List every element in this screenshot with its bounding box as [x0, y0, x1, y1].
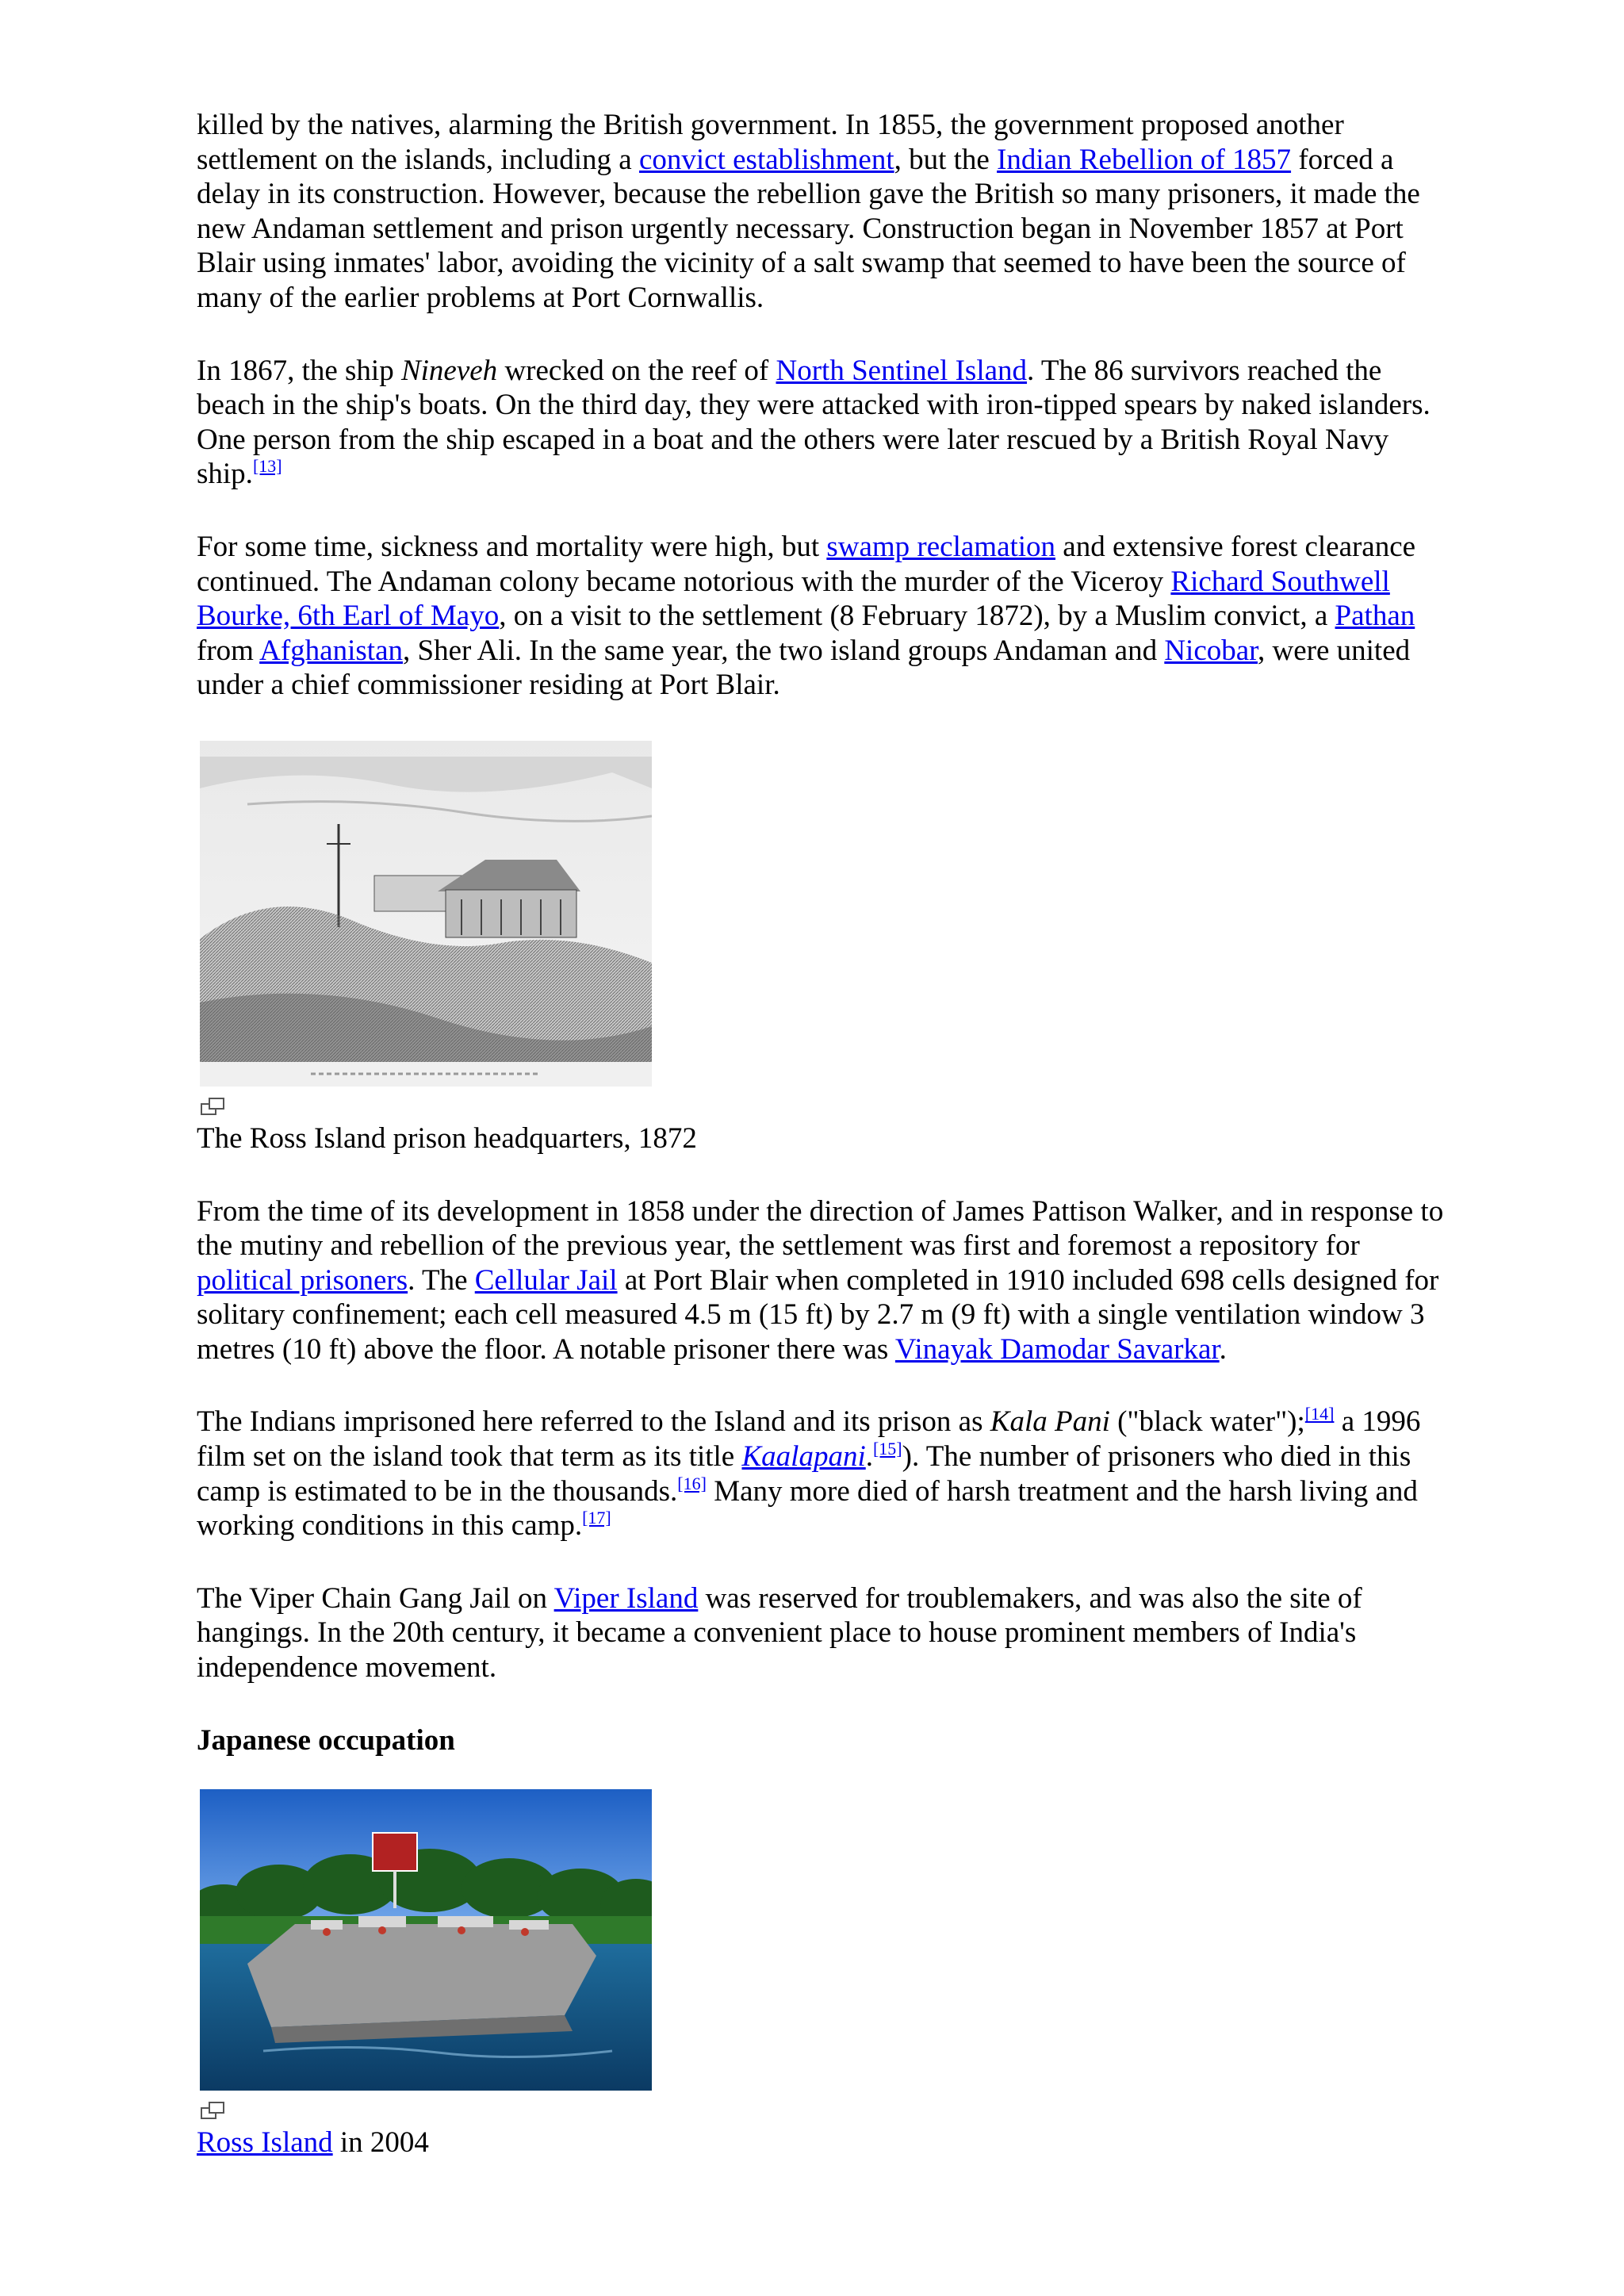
link-pathan[interactable]: Pathan [1335, 600, 1415, 633]
text: forced a delay in its construction. However, because the rebellion gave the British so many prisoners, it made the new Andaman settlement and prison urgently necessary. Construction began in November 1857 at Port Blair using inmates' labor, avoiding the vicinity of a salt swamp that seemed to have been the source of many of the earlier problems at Port Cornwallis. [197, 143, 1420, 314]
paragraph-nineveh [197, 354, 1450, 492]
enlarge-icon[interactable] [200, 2100, 227, 2121]
link-kaalapani[interactable]: Kaalapani [741, 1440, 866, 1474]
paragraph-colony [197, 530, 1450, 703]
link-ross-island[interactable]: Ross Island [197, 2126, 333, 2160]
text: , Sher Ali. In the same year, the two island groups Andaman and [403, 634, 1165, 667]
text: , but the [894, 143, 998, 176]
paragraph-settlement [197, 108, 1450, 316]
reference-17[interactable]: [17] [582, 1508, 611, 1528]
paragraph-cellular-jail [197, 1194, 1450, 1367]
text: The Indians imprisoned here referred to the Island and its prison as [197, 1405, 990, 1439]
reference-15[interactable]: [15] [872, 1439, 902, 1459]
text: . The [408, 1263, 475, 1297]
figure-ross-island-1872 [197, 741, 1450, 1156]
reference-16[interactable]: [16] [677, 1473, 707, 1493]
text: killed by the natives, alarming the British government. In 1855, the government proposed another settlement on the islands, including a [197, 109, 1344, 176]
link-convict-establishment[interactable]: convict establishment [638, 143, 894, 176]
ship-name: Nineveh [400, 354, 498, 387]
figure-caption [197, 2125, 1450, 2160]
text: , were united under a chief commissioner residing at Port Blair. [197, 634, 1411, 702]
enlarge-icon[interactable] [200, 1096, 227, 1117]
text: . [1219, 1332, 1227, 1366]
link-viper-island[interactable]: Viper Island [553, 1581, 699, 1615]
text: from [197, 634, 260, 667]
caption-text: in 2004 [332, 2126, 429, 2160]
section-heading-japanese-occupation: Japanese occupation [197, 1723, 455, 1757]
link-indian-rebellion-1857[interactable]: Indian Rebellion of 1857 [997, 143, 1292, 176]
link-vinayak-damodar-savarkar[interactable]: Vinayak Damodar Savarkar [894, 1332, 1220, 1366]
link-afghanistan[interactable]: Afghanistan [259, 634, 403, 667]
text: In 1867, the ship [197, 354, 401, 387]
paragraph-viper-island [197, 1581, 1450, 1685]
text: . [865, 1440, 873, 1474]
ross-island-photo-image[interactable] [200, 1789, 652, 2091]
text: ("black water"); [1109, 1405, 1305, 1439]
figure-caption: The Ross Island prison headquarters, 1872 [197, 1121, 697, 1155]
link-earl-of-mayo[interactable]: Richard Southwell Bourke, 6th Earl of Mayo [197, 565, 1390, 633]
reference-13[interactable]: [13] [252, 456, 282, 477]
text: ). The number of prisoners who died in this camp is estimated to be in the thousands. [197, 1440, 1411, 1508]
paragraph-kala-pani [197, 1405, 1450, 1543]
ross-island-engraving-image[interactable] [200, 741, 652, 1087]
text: Many more died of harsh treatment and the harsh living and working conditions in this camp. [197, 1474, 1418, 1543]
reference-14[interactable]: [14] [1304, 1404, 1335, 1424]
link-swamp-reclamation[interactable]: swamp reclamation [826, 530, 1056, 563]
link-north-sentinel-island[interactable]: North Sentinel Island [776, 354, 1028, 387]
link-political-prisoners[interactable]: political prisoners [197, 1263, 408, 1297]
text: at Port Blair when completed in 1910 included 698 cells designed for solitary confinement; each cell measured 4.5 m (15 ft) by 2.7 m (9 ft) with a single ventilation window 3 metres (10 ft) above the floor. A notable prisoner there was [197, 1263, 1439, 1366]
text: a 1996 film set on the island took that term as its title [197, 1405, 1421, 1474]
text: From the time of its development in 1858 under the direction of James Pattison Walker, and in response to the mutiny and rebellion of the previous year, the settlement was first and foremost a repository for [197, 1194, 1444, 1263]
text: For some time, sickness and mortality were high, but [197, 530, 827, 563]
link-cellular-jail[interactable]: Cellular Jail [474, 1263, 618, 1297]
text: and extensive forest clearance continued. The Andaman colony became notorious with the murder of the Viceroy [197, 530, 1416, 598]
link-nicobar[interactable]: Nicobar [1164, 634, 1258, 667]
text: , on a visit to the settlement (8 February 1872), by a Muslim convict, a [499, 600, 1335, 633]
text: was reserved for troublemakers, and was also the site of hangings. In the 20th century, it became a convenient place to house prominent members of India's independence movement. [197, 1581, 1362, 1685]
text: wrecked on the reef of [497, 354, 776, 387]
kala-pani-term: Kala Pani [990, 1405, 1110, 1439]
article-content [197, 108, 1450, 2198]
text: The Viper Chain Gang Jail on [197, 1581, 554, 1615]
figure-ross-island-2004 [197, 1789, 1450, 2160]
text: . The 86 survivors reached the beach in the ship's boats. On the third day, they were attacked with iron-tipped spears by naked islanders. One person from the ship escaped in a boat and the others were later rescued by a British Royal Navy ship. [197, 354, 1431, 491]
